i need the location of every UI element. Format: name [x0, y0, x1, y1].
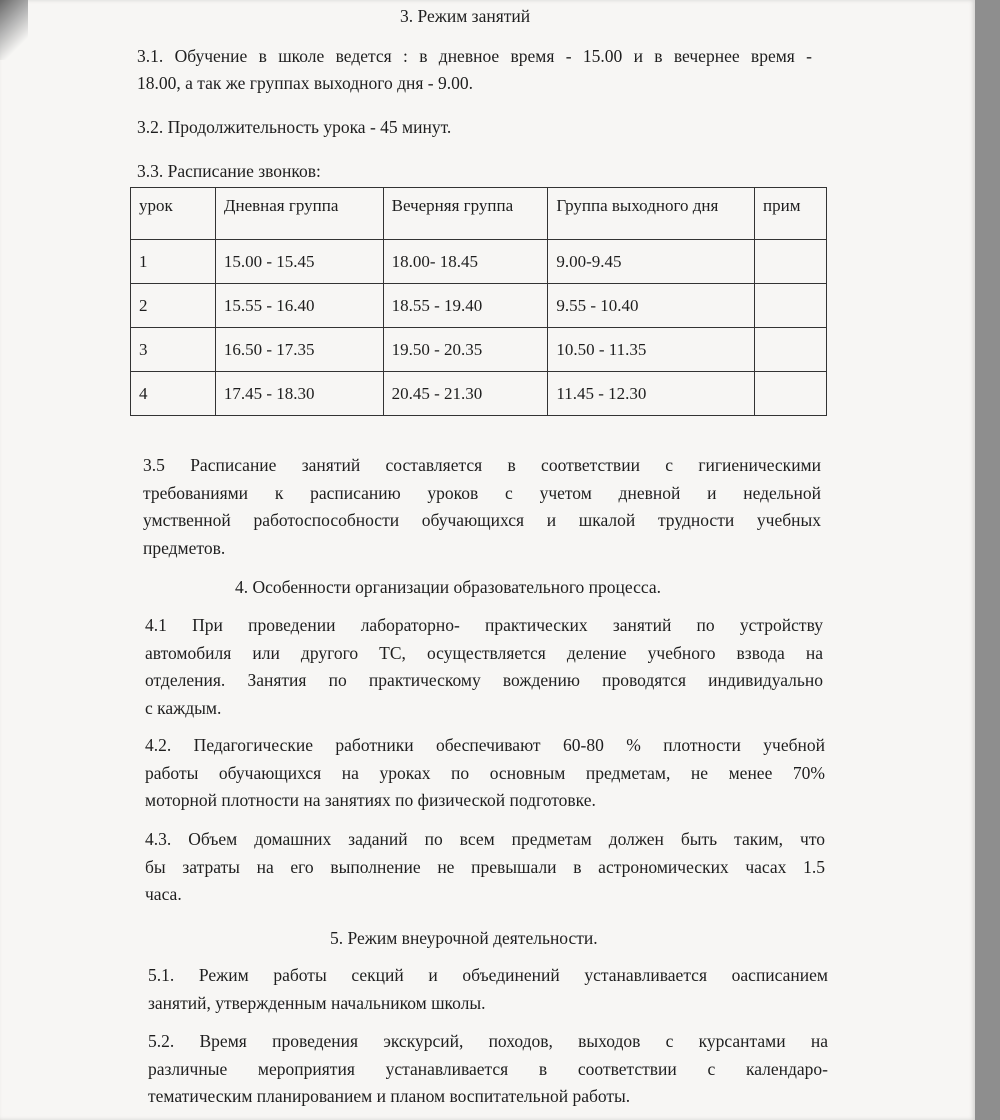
- table-header-cell: прим: [755, 188, 827, 240]
- paragraph-line: 5.2. Время проведения экскурсий, походов, выходов с курсантами на: [148, 1031, 828, 1051]
- paragraph-line: бы затраты на его выполнение не превышали в астрономических часах 1.5: [145, 856, 825, 877]
- table-header-cell: Группа выходного дня: [548, 188, 755, 240]
- paragraph-line: 4.1 При проведении лабораторно- практических занятий по устройству: [145, 615, 823, 635]
- paragraph-line: 4.3. Объем домашних заданий по всем предметам должен быть таким, что: [145, 829, 825, 849]
- table-cell: [755, 328, 827, 372]
- paragraph-line: 4.2. Педагогические работники обеспечивают 60-80 % плотности учебной: [145, 735, 825, 755]
- paragraph-line: различные мероприятия устанавливается в соответствии с календаро-: [148, 1058, 828, 1079]
- table-cell: 17.45 - 18.30: [215, 372, 383, 416]
- table-header-row: [131, 188, 827, 240]
- table-cell: 2: [131, 284, 216, 328]
- paragraph-3-5: [143, 452, 821, 562]
- table-cell: 3: [131, 328, 216, 372]
- table-cell: [755, 240, 827, 284]
- table-cell: 1: [131, 240, 216, 284]
- paragraph-5-2: [148, 1028, 828, 1111]
- paragraph-4-2: [145, 732, 825, 815]
- table-header-cell: Дневная группа: [215, 188, 383, 240]
- table-cell: 18.55 - 19.40: [383, 284, 548, 328]
- section-4-title: 4. Особенности организации образовательного процесса.: [235, 577, 662, 597]
- table-cell: 16.50 - 17.35: [215, 328, 383, 372]
- section-5-title: 5. Режим внеурочной деятельности.: [330, 928, 598, 948]
- paragraph-3-2: 3.2. Продолжительность урока - 45 минут.: [137, 117, 452, 137]
- paragraph-line: часа.: [145, 884, 182, 904]
- paragraph-line: занятий, утвержденным начальником школы.: [148, 992, 486, 1013]
- paragraph-line: 5.1. Режим работы секций и объединений устанавливается оасписанием: [148, 965, 828, 985]
- paragraph-4-1: [145, 612, 823, 722]
- paragraph-line: требованиями к расписанию уроков с учетом дневной и недельной: [143, 482, 821, 503]
- table-cell: 20.45 - 21.30: [383, 372, 548, 416]
- paragraph-3-3: 3.3. Расписание звонков:: [137, 161, 321, 181]
- paragraph-4-3: [145, 826, 825, 909]
- section-3-title: 3. Режим занятий: [400, 6, 531, 26]
- paragraph-line: умственной работоспособности обучающихся и шкалой трудности учебных: [143, 510, 821, 530]
- paragraph-3-1-line-1: 3.1. Обучение в школе ведется : в дневное время - 15.00 и в вечернее время -: [137, 46, 812, 66]
- paragraph-line: автомобиля или другого ТС, осуществляется деление учебного взвода на: [145, 642, 823, 663]
- table-row: [131, 372, 827, 416]
- table-cell: 9.55 - 10.40: [548, 284, 755, 328]
- table-cell: 9.00-9.45: [548, 240, 755, 284]
- table-row: [131, 240, 827, 284]
- table-cell: 11.45 - 12.30: [548, 372, 755, 416]
- table-cell: 18.00- 18.45: [383, 240, 548, 284]
- table-row: [131, 328, 827, 372]
- paragraph-line: отделения. Занятия по практическому вождению проводятся индивидуально: [145, 670, 823, 690]
- table-header-cell: Вечерняя группа: [383, 188, 548, 240]
- table-header-cell: урок: [131, 188, 216, 240]
- paragraph-line: моторной плотности на занятиях по физической подготовке.: [145, 790, 596, 810]
- paragraph-3-1-line-2: 18.00, а так же группах выходного дня - 9.00.: [137, 73, 473, 93]
- table-row: [131, 284, 827, 328]
- paragraph-line: 3.5 Расписание занятий составляется в соответствии с гигиеническими: [143, 455, 821, 475]
- paragraph-line: тематическим планированием и планом воспитательной работы.: [148, 1086, 631, 1106]
- table-cell: 10.50 - 11.35: [548, 328, 755, 372]
- paragraph-line: предметов.: [143, 537, 226, 558]
- paragraph-line: работы обучающихся на уроках по основным предметам, не менее 70%: [145, 762, 825, 783]
- paragraph-line: с каждым.: [145, 697, 222, 718]
- table-cell: [755, 284, 827, 328]
- bell-schedule-table: [130, 187, 827, 416]
- paragraph-5-1: [148, 962, 828, 1017]
- scan-shadow: [0, 0, 28, 60]
- table-cell: 15.55 - 16.40: [215, 284, 383, 328]
- table-cell: 4: [131, 372, 216, 416]
- table-cell: [755, 372, 827, 416]
- table-cell: 15.00 - 15.45: [215, 240, 383, 284]
- table-cell: 19.50 - 20.35: [383, 328, 548, 372]
